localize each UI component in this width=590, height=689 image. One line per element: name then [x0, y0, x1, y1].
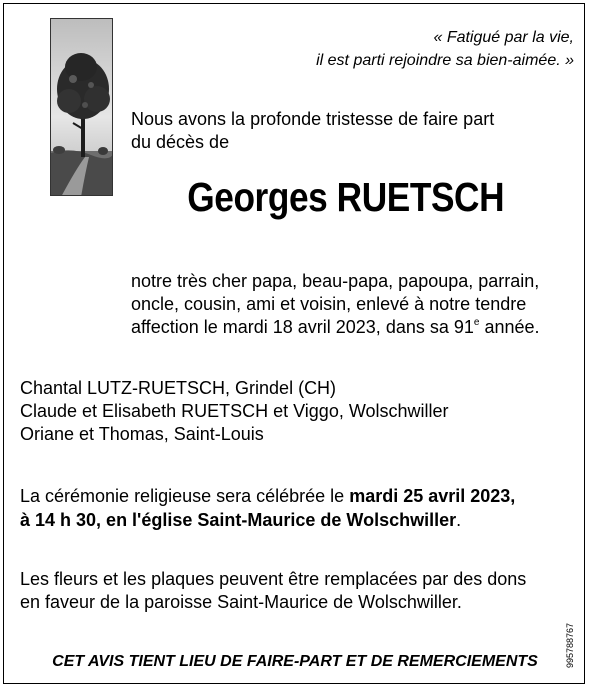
description-line-2: oncle, cousin, ami et voisin, enlevé à notre tendre [131, 294, 527, 314]
ceremony-line-2 [20, 508, 580, 532]
ceremony-period: . [456, 510, 462, 530]
deceased-name: Georges RUETSCH [187, 174, 505, 220]
ceremony-date: mardi 25 avril 2023, [349, 486, 516, 506]
family-member: Claude et Elisabeth RUETSCH et Viggo, Wolschwiller [20, 401, 449, 421]
description-line-1: notre très cher papa, beau-papa, papoupa, parrain, [131, 271, 540, 291]
flowers-text [20, 568, 560, 614]
family-member: Oriane et Thomas, Saint-Louis [20, 424, 264, 444]
ceremony-time-place: à 14 h 30, en l'église Saint-Maurice de Wolschwiller [20, 510, 457, 530]
intro-line-1: Nous avons la profonde tristesse de faire part [131, 109, 495, 129]
quote-line-2: il est parti rejoindre sa bien-aimée. » [316, 52, 574, 69]
description-text [131, 270, 581, 339]
family-member: Chantal LUTZ-RUETSCH, Grindel (CH) [20, 378, 337, 398]
tree-photo [50, 18, 113, 196]
description-line-3 [131, 316, 581, 339]
footer-notice: CET AVIS TIENT LIEU DE FAIRE-PART ET DE REMERCIEMENTS [52, 653, 538, 670]
epigraph-quote [214, 26, 574, 72]
reference-number: 995788767 [565, 622, 575, 668]
intro-line-2: du décès de [131, 132, 230, 152]
family-list [20, 377, 560, 446]
flowers-line-2: en faveur de la paroisse Saint-Maurice de Wolschwiller. [20, 592, 462, 612]
flowers-line-1: Les fleurs et les plaques peuvent être remplacées par des dons [20, 569, 527, 589]
description-line-3-end: année. [479, 317, 540, 337]
ceremony-line-1 [20, 484, 580, 508]
quote-line-1: « Fatigué par la vie, [433, 29, 574, 46]
intro-text [131, 108, 551, 154]
ordinal-superscript: e [473, 317, 480, 328]
description-line-3-text: affection le mardi 18 avril 2023, dans sa 91 [131, 317, 474, 337]
ceremony-intro: La cérémonie religieuse sera célébrée le [20, 486, 350, 506]
ceremony-text [20, 484, 580, 532]
